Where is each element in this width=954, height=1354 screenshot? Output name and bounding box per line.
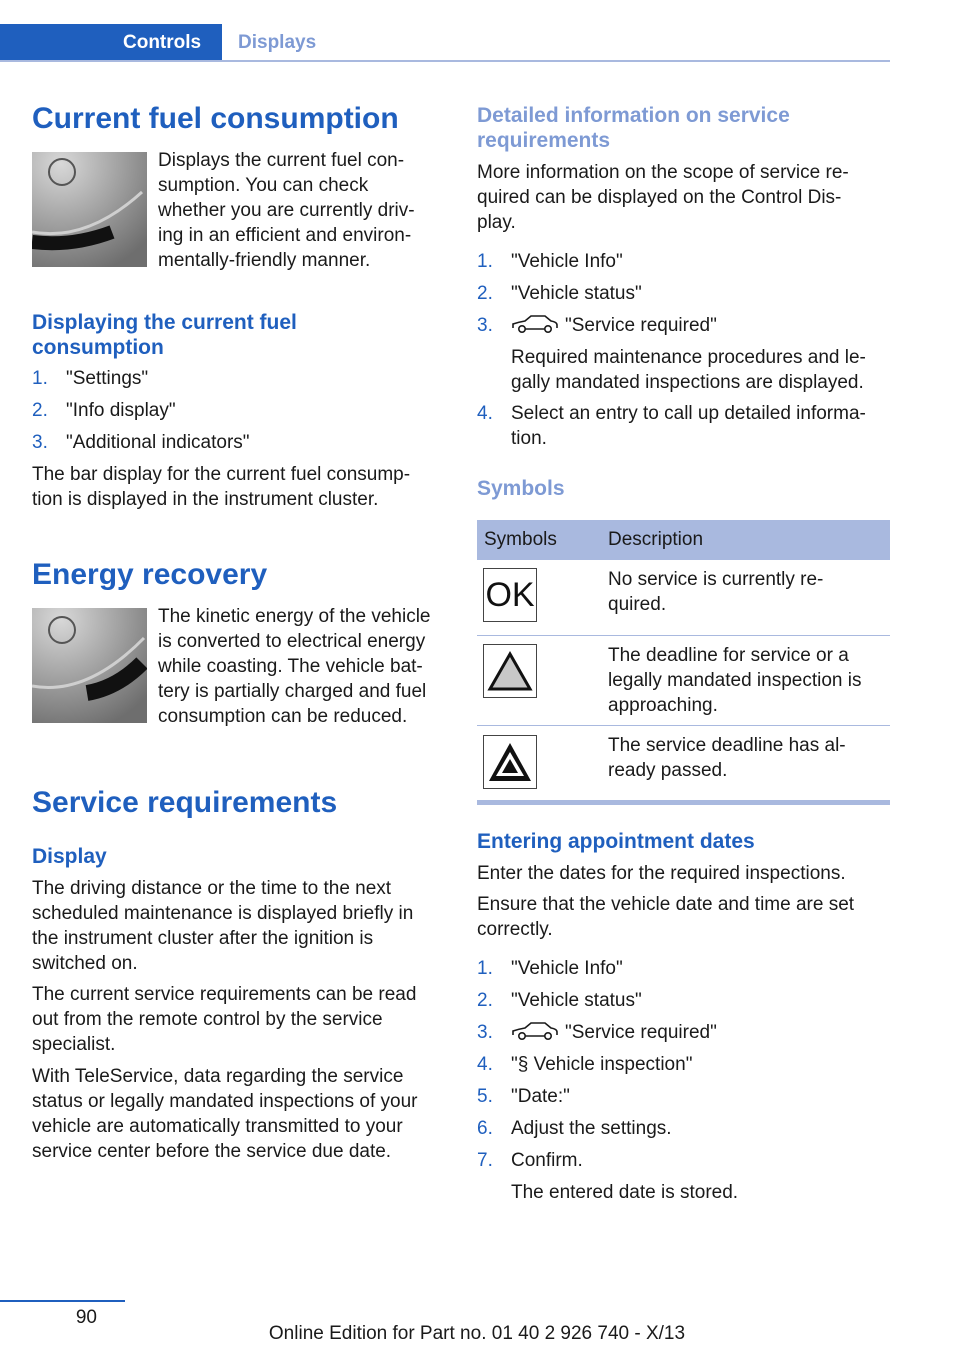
subsection-title-displaying-fuel: [32, 310, 297, 360]
list-item: [477, 1020, 890, 1045]
list-text: "§ Vehicle inspection": [511, 1054, 693, 1075]
table-row: [477, 726, 890, 805]
list-number: 4.: [477, 403, 493, 424]
list-number: 1.: [477, 958, 493, 979]
subsection-title-symbols: Symbols: [477, 477, 565, 500]
list-item: [477, 1148, 890, 1173]
text-line: status or legally mandated inspections of your: [32, 1091, 418, 1112]
list-number: 3.: [32, 432, 48, 453]
text-line: out from the remote control by the service: [32, 1009, 383, 1030]
page-number: 90: [75, 1307, 97, 1328]
list-number: 1.: [32, 368, 48, 389]
energy-intro-line: is converted to electrical energy: [158, 631, 426, 652]
subsection-title-detailed-info: [477, 103, 790, 153]
list-item: [477, 1052, 890, 1077]
list-number: 1.: [477, 251, 493, 272]
text-line: vehicle are automatically transmitted to your: [32, 1116, 403, 1137]
fuel-intro: [158, 148, 448, 273]
energy-gauge-image: [32, 608, 147, 723]
text-line: ready passed.: [608, 760, 728, 781]
table-row: [477, 560, 890, 636]
list-text: "Date:": [511, 1086, 570, 1107]
list-item: [477, 345, 890, 370]
list-item: [477, 370, 890, 395]
energy-intro-line: The kinetic energy of the vehicle: [158, 606, 431, 627]
text-line: tion is displayed in the instrument cluster.: [32, 489, 379, 510]
fuel-gauge-image: [32, 152, 147, 267]
text-line: correctly.: [477, 919, 553, 940]
detail-intro: [477, 160, 890, 235]
header-divider: [0, 60, 890, 62]
section-title-energy: Energy recovery: [32, 558, 268, 591]
list-number: 7.: [477, 1150, 493, 1171]
list-text: "Settings": [66, 368, 149, 389]
text-line: Ensure that the vehicle date and time are set: [477, 894, 855, 915]
list-number: 2.: [477, 283, 493, 304]
text-line: legally mandated inspection is: [608, 670, 862, 691]
text-line: More information on the scope of service re-: [477, 162, 849, 183]
overdue-triangle-icon: [483, 735, 537, 789]
service-paragraph-3: [32, 1064, 452, 1164]
text-line: The deadline for service or a: [608, 645, 849, 666]
service-paragraph-1: [32, 876, 452, 976]
text-line: With TeleService, data regarding the service: [32, 1066, 404, 1087]
list-text: Required maintenance procedures and le-: [511, 347, 866, 368]
symbol-description: [608, 643, 888, 718]
list-number: 3.: [477, 1022, 493, 1043]
detail-steps-list: [477, 249, 890, 451]
table-row: [477, 636, 890, 726]
list-item: [477, 249, 890, 274]
list-item: [32, 366, 452, 391]
list-item: [477, 1180, 890, 1205]
list-number: 2.: [32, 400, 48, 421]
appointment-p2: [477, 892, 890, 942]
fuel-steps-list: [32, 366, 452, 455]
appointment-p1: Enter the dates for the required inspections.: [477, 863, 846, 884]
list-item: [32, 398, 452, 423]
list-item: [477, 956, 890, 981]
energy-intro-line: tery is partially charged and fuel: [158, 681, 427, 702]
list-text: Select an entry to call up detailed informa-: [511, 403, 866, 424]
list-text: gally mandated inspections are displayed.: [511, 372, 864, 393]
list-text: Confirm.: [511, 1150, 583, 1171]
fuel-intro-line: mentally-friendly manner.: [158, 250, 371, 271]
list-number: 6.: [477, 1118, 493, 1139]
list-text: Adjust the settings.: [511, 1118, 672, 1139]
energy-intro-line: consumption can be reduced.: [158, 706, 408, 727]
list-text: "Info display": [66, 400, 176, 421]
section-title-fuel: Current fuel consumption: [32, 102, 399, 135]
service-paragraph-2: [32, 982, 452, 1057]
text-line: service center before the service due date.: [32, 1141, 392, 1162]
subsection-title-line: Detailed information on service: [477, 104, 790, 127]
text-line: the instrument cluster after the ignition is: [32, 928, 374, 949]
list-text: "Vehicle Info": [511, 251, 623, 272]
fuel-intro-line: whether you are currently driv-: [158, 200, 415, 221]
table-header: [477, 520, 890, 560]
list-item: [32, 430, 452, 455]
fuel-after-text: [32, 462, 452, 512]
fuel-intro-line: sumption. You can check: [158, 175, 369, 196]
list-number: 3.: [477, 315, 493, 336]
subsection-title-line: requirements: [477, 129, 611, 152]
list-text: "Additional indicators": [66, 432, 250, 453]
text-line: scheduled maintenance is displayed briefly in: [32, 903, 414, 924]
list-item: [477, 401, 890, 426]
list-text: The entered date is stored.: [511, 1182, 739, 1203]
list-number: 4.: [477, 1054, 493, 1075]
list-item: [477, 426, 890, 451]
text-line: The driving distance or the time to the next: [32, 878, 392, 899]
table-header-symbols: Symbols: [484, 529, 557, 550]
energy-intro-line: while coasting. The vehicle bat-: [158, 656, 423, 677]
fuel-intro-line: Displays the current fuel con-: [158, 150, 405, 171]
symbols-table: [477, 520, 890, 805]
edition-note: Online Edition for Part no. 01 40 2 926 740 - X/13: [268, 1323, 686, 1344]
list-text: "Vehicle status": [511, 283, 642, 304]
text-line: The service deadline has al-: [608, 735, 846, 756]
car-icon: [511, 1021, 559, 1041]
list-item: [477, 1084, 890, 1109]
tab-displays[interactable]: Displays: [238, 32, 317, 53]
list-number: 5.: [477, 1086, 493, 1107]
text-line: quired can be displayed on the Control Dis-: [477, 187, 842, 208]
warning-triangle-icon: [483, 644, 537, 698]
table-header-description: Description: [608, 529, 704, 550]
subsection-title-line: Displaying the current fuel: [32, 311, 297, 334]
list-text: "Vehicle status": [511, 990, 642, 1011]
list-text: tion.: [511, 428, 547, 449]
section-title-service: Service requirements: [32, 786, 338, 819]
list-item: [477, 281, 890, 306]
ok-icon: OK: [483, 568, 537, 622]
fuel-intro-line: ing in an efficient and environ-: [158, 225, 412, 246]
energy-intro: [158, 604, 453, 729]
text-line: approaching.: [608, 695, 718, 716]
text-line: The current service requirements can be read: [32, 984, 417, 1005]
appointment-steps-list: [477, 956, 890, 1205]
list-item: [477, 313, 890, 338]
footer-divider: [0, 1300, 125, 1302]
list-text: "Vehicle Info": [511, 958, 623, 979]
text-line: No service is currently re-: [608, 569, 824, 590]
list-text: "Service required": [565, 315, 717, 336]
text-line: switched on.: [32, 953, 138, 974]
list-item: [477, 988, 890, 1013]
subsection-title-display: Display: [32, 845, 107, 868]
list-item: [477, 1116, 890, 1141]
text-line: specialist.: [32, 1034, 116, 1055]
symbol-description: [608, 567, 888, 617]
car-icon: [511, 314, 559, 334]
subsection-title-appointment: Entering appointment dates: [477, 830, 755, 853]
text-line: The bar display for the current fuel consump-: [32, 464, 411, 485]
subsection-title-line: consumption: [32, 336, 164, 359]
text-line: quired.: [608, 594, 667, 615]
tab-controls[interactable]: Controls: [0, 24, 222, 62]
list-text: "Service required": [565, 1022, 717, 1043]
list-number: 2.: [477, 990, 493, 1011]
text-line: play.: [477, 212, 516, 233]
symbol-description: [608, 733, 888, 783]
